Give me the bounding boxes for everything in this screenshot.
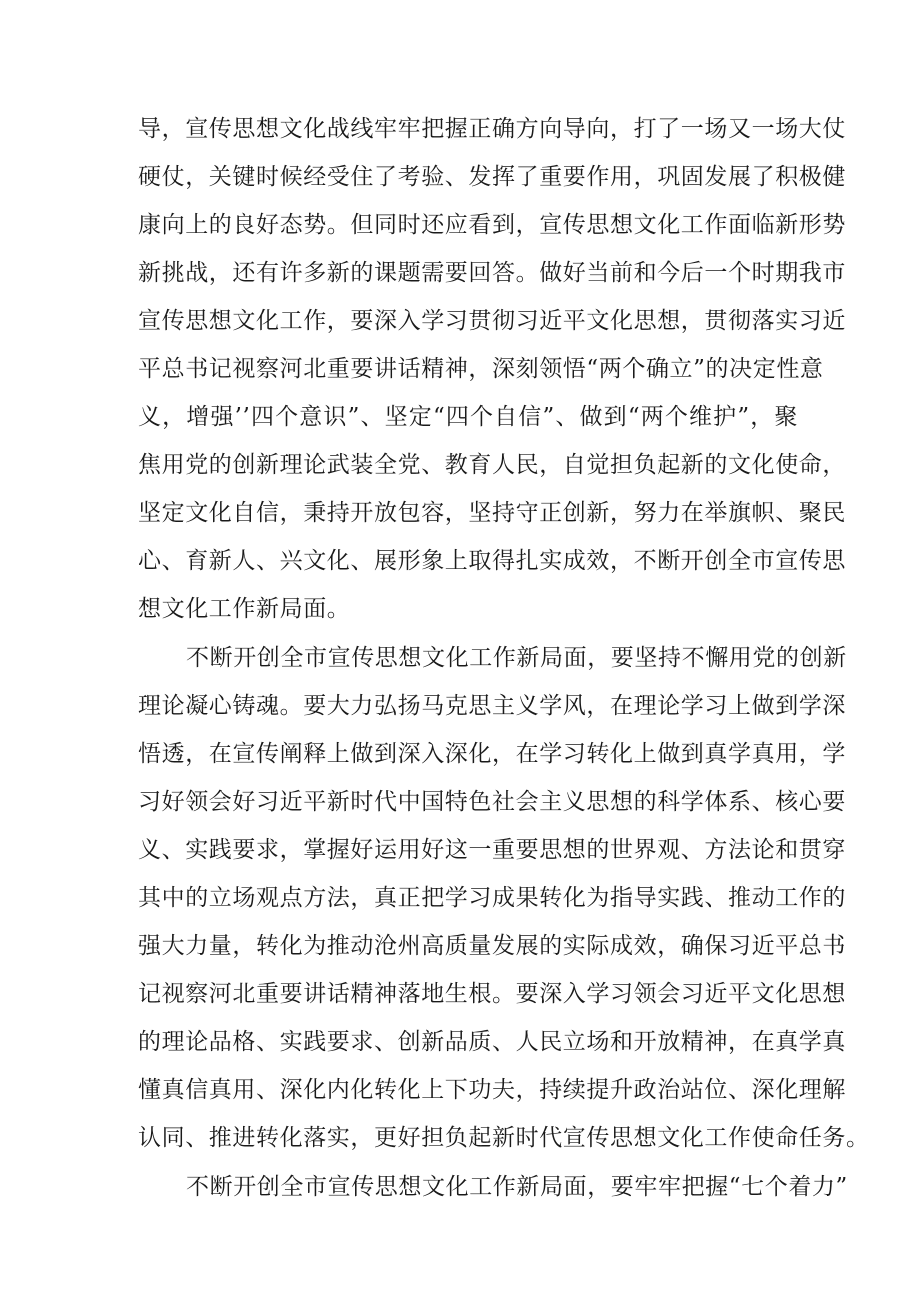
text-line: 悟透，在宣传阐释上做到深入深化，在学习转化上做到真学真用，学 [138, 741, 846, 767]
text-line: 新挑战，还有许多新的课题需要回答。做好当前和今后一个时期我市 [138, 260, 846, 286]
paragraph-first-line: 不断开创全市宣传思想文化工作新局面，要坚持不懈用党的创新 [186, 645, 847, 671]
text-line: 懂真信真用、深化内化转化上下功夫，持续提升政治站位、深化理解 [138, 1077, 846, 1103]
text-line: 硬仗，关键时候经受住了考验、发挥了重要作用，巩固发展了积极健 [138, 164, 846, 190]
text-line: 其中的立场观点方法，真正把学习成果转化为指导实践、推动工作的 [138, 885, 846, 911]
text-line: 坚定文化自信，秉持开放包容，坚持守正创新，努力在举旗帜、聚民 [138, 500, 846, 526]
paragraph-first-line: 不断开创全市宣传思想文化工作新局面，要牢牢把握“七个着力” [186, 1174, 848, 1200]
text-line: 认同、推进转化落实，更好担负起新时代宣传思想文化工作使命任务。 [138, 1125, 870, 1151]
text-line: 康向上的良好态势。但同时还应看到，宣传思想文化工作面临新形势 [138, 212, 846, 238]
text-line: 的理论品格、实践要求、创新品质、人民立场和开放精神，在真学真 [138, 1029, 846, 1055]
text-line: 平总书记视察河北重要讲话精神，深刻领悟“两个确立”的决定性意 [138, 356, 824, 382]
text-line: 习好领会好习近平新时代中国特色社会主义思想的科学体系、核心要 [138, 789, 846, 815]
text-line: 宣传思想文化工作，要深入学习贯彻习近平文化思想，贯彻落实习近 [138, 308, 846, 334]
text-line: 理论凝心铸魂。要大力弘扬马克思主义学风，在理论学习上做到学深 [138, 693, 846, 719]
text-line: 心、育新人、兴文化、展形象上取得扎实成效，不断开创全市宣传思 [138, 548, 846, 574]
text-line: 想文化工作新局面。 [138, 596, 351, 622]
text-line: 记视察河北重要讲话精神落地生根。要深入学习领会习近平文化思想 [138, 981, 846, 1007]
text-line: 义，增强’’四个意识”、坚定“四个自信”、做到“两个维护”，聚 [138, 404, 798, 430]
text-line: 强大力量，转化为推动沧州高质量发展的实际成效，确保习近平总书 [138, 933, 846, 959]
text-line: 导，宣传思想文化战线牢牢把握正确方向导向，打了一场又一场大仗 [138, 116, 846, 142]
text-line: 焦用党的创新理论武装全党、教育人民，自觉担负起新的文化使命， [138, 452, 846, 478]
text-line: 义、实践要求，掌握好运用好这一重要思想的世界观、方法论和贯穿 [138, 837, 846, 863]
